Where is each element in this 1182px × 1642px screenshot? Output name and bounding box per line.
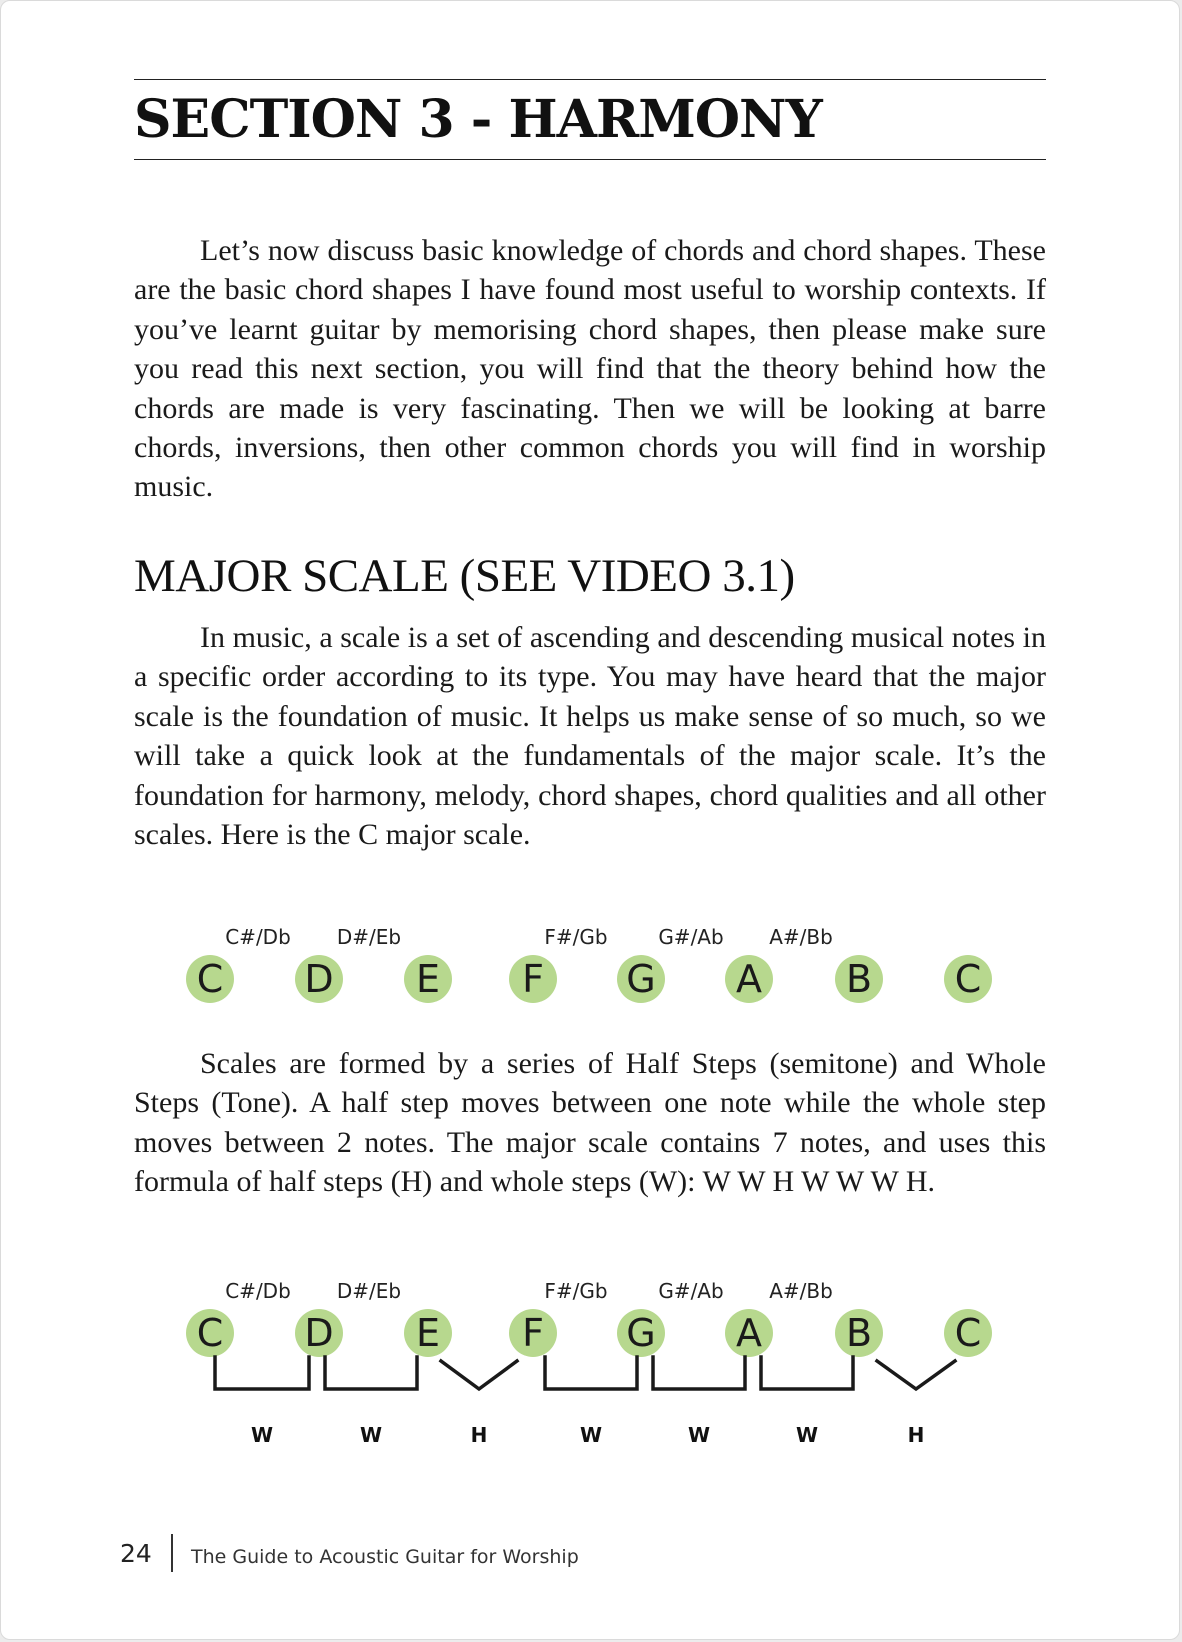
- sharp-label: D#/Eb: [336, 1279, 402, 1303]
- note-circle: F: [509, 955, 557, 1003]
- whole-step-bracket: [761, 1357, 853, 1389]
- note-circle: G: [617, 1309, 665, 1357]
- note-circle: A: [725, 1309, 773, 1357]
- note-circle: C: [186, 955, 234, 1003]
- intro-paragraph: Let’s now discuss basic knowledge of chords and chord shapes. These are the basic chord shapes I have found most useful to worship contexts. If you’ve learnt guitar by memorising chord shapes, then please make sure you read this next section, you will find that the theory behind how the chords are made is very fascinating. Then we will be looking at barre chords, inversions, then other common chords you will find in worship music.: [134, 234, 1046, 504]
- page-number: 24: [120, 1539, 152, 1568]
- sharp-label: G#/Ab: [658, 1279, 724, 1303]
- sharp-label: A#/Bb: [769, 925, 833, 949]
- scale-diagram-2: [1, 1279, 1182, 1449]
- note-circle: B: [835, 1309, 883, 1357]
- whole-step-bracket: [545, 1357, 637, 1389]
- major-scale-paragraph: In music, a scale is a set of ascending and descending musical notes in a specific order according to its type. You may have heard that the major scale is the foundation of music. It helps us make sense of so much, so we will take a quick look at the fundamentals of the major scale. It’s the foundation for harmony, melody, chord shapes, chord qualities and all other scales. Here is the C major scale.: [134, 621, 1046, 852]
- note-circle: D: [295, 955, 343, 1003]
- sharp-label: C#/Db: [225, 1279, 291, 1303]
- header-top-rule: [134, 79, 1046, 80]
- sharp-label: A#/Bb: [769, 1279, 833, 1303]
- book-title: The Guide to Acoustic Guitar for Worship: [191, 1546, 579, 1568]
- note-circle: C: [944, 955, 992, 1003]
- note-circle: E: [404, 955, 452, 1003]
- whole-step-bracket: [653, 1357, 745, 1389]
- footer-divider: [171, 1534, 173, 1572]
- half-step-vee: [441, 1361, 517, 1389]
- step-label: H: [907, 1423, 925, 1447]
- sharp-label: G#/Ab: [658, 925, 724, 949]
- note-circle: C: [186, 1309, 234, 1357]
- major-scale-heading: MAJOR SCALE (SEE VIDEO 3.1): [134, 550, 795, 602]
- sharp-label: C#/Db: [225, 925, 291, 949]
- sharp-label: F#/Gb: [544, 925, 608, 949]
- note-circle: B: [835, 955, 883, 1003]
- half-step-vee: [877, 1361, 955, 1389]
- step-label: W: [359, 1423, 383, 1447]
- note-circle: A: [725, 955, 773, 1003]
- step-brackets: [1, 1349, 1182, 1409]
- step-label: W: [579, 1423, 603, 1447]
- note-circle: D: [295, 1309, 343, 1357]
- step-label: W: [687, 1423, 711, 1447]
- note-circle: C: [944, 1309, 992, 1357]
- sharp-label: F#/Gb: [544, 1279, 608, 1303]
- sharp-label: D#/Eb: [336, 925, 402, 949]
- step-label: W: [795, 1423, 819, 1447]
- whole-step-bracket: [325, 1357, 417, 1389]
- note-circle: G: [617, 955, 665, 1003]
- header-bottom-rule: [134, 159, 1046, 160]
- note-circle: F: [509, 1309, 557, 1357]
- steps-paragraph: Scales are formed by a series of Half Steps (semitone) and Whole Steps (Tone). A half step moves between one note while the whole step moves between 2 notes. The major scale contains 7 notes, and uses this formula of half steps (H) and whole steps (W): W W H W W W H.: [134, 1047, 1046, 1199]
- whole-step-bracket: [215, 1357, 309, 1389]
- step-label: H: [470, 1423, 488, 1447]
- section-title: SECTION 3 - HARMONY: [134, 89, 822, 150]
- scale-diagram-1: [1, 925, 1182, 1005]
- step-label: W: [250, 1423, 274, 1447]
- note-circle: E: [404, 1309, 452, 1357]
